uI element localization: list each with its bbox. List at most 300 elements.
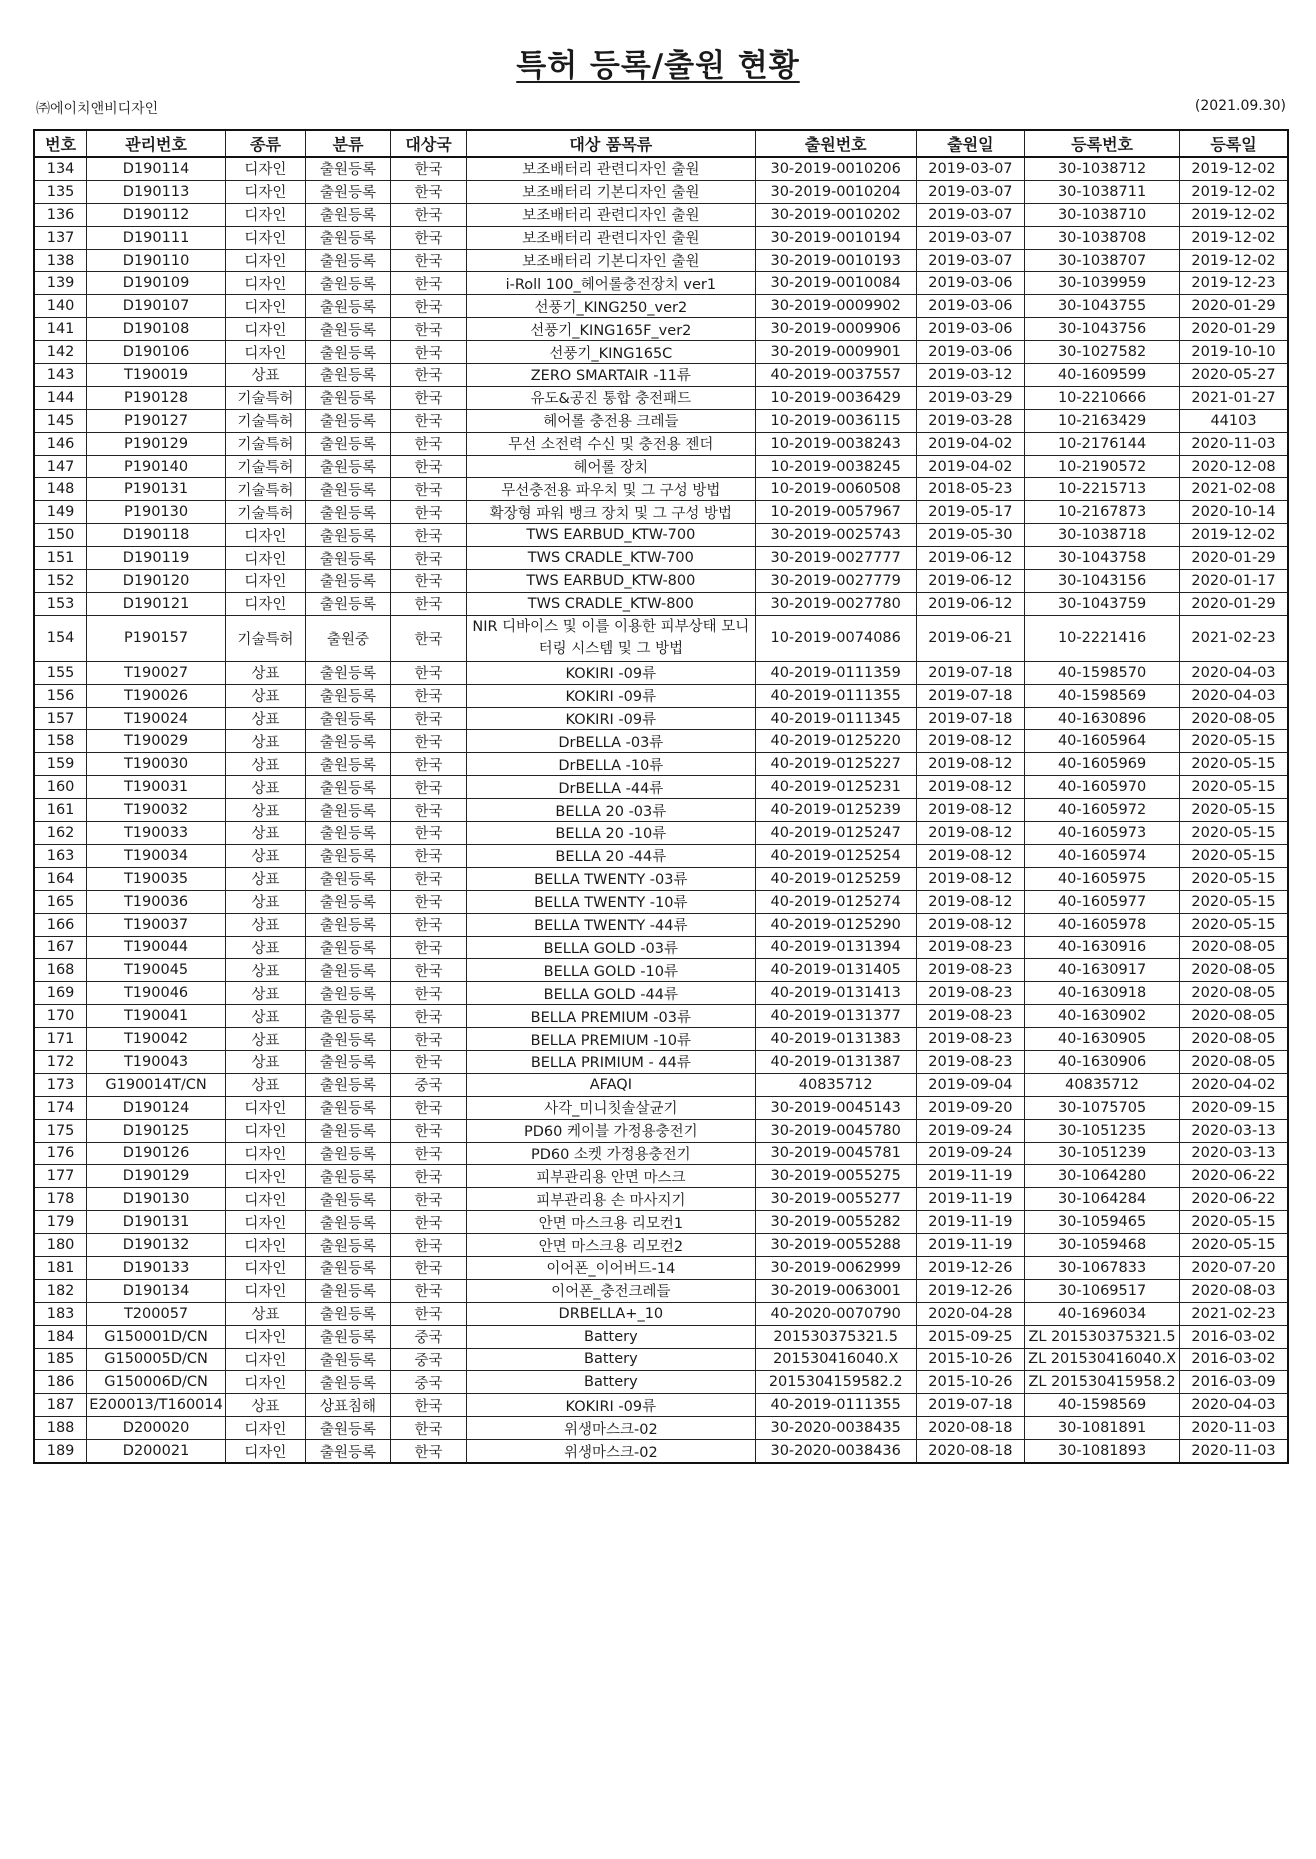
table-cell: 2019-11-19 bbox=[916, 1234, 1024, 1257]
table-cell: DrBELLA -10류 bbox=[467, 753, 756, 776]
table-cell: 2020-04-03 bbox=[1180, 684, 1288, 707]
table-cell: 40-1696034 bbox=[1025, 1302, 1180, 1325]
table-cell: 30-2019-0045143 bbox=[755, 1096, 916, 1119]
table-cell: D190133 bbox=[87, 1256, 226, 1279]
table-row bbox=[34, 318, 1288, 341]
table-row bbox=[34, 661, 1288, 684]
table-cell: 146 bbox=[34, 432, 87, 455]
table-cell: 180 bbox=[34, 1234, 87, 1257]
table-cell: 2019-05-17 bbox=[916, 501, 1024, 524]
table-cell: 2020-08-05 bbox=[1180, 959, 1288, 982]
table-cell: 2019-10-10 bbox=[1180, 341, 1288, 364]
table-cell: 30-2019-0010084 bbox=[755, 272, 916, 295]
table-cell: 2021-02-23 bbox=[1180, 1302, 1288, 1325]
table-cell: 30-1043756 bbox=[1025, 318, 1180, 341]
table-cell: 156 bbox=[34, 684, 87, 707]
table-cell: 한국 bbox=[391, 203, 467, 226]
table-row bbox=[34, 844, 1288, 867]
table-cell: 유도&공진 통합 충전패드 bbox=[467, 386, 756, 409]
table-cell: 10-2019-0074086 bbox=[755, 615, 916, 661]
column-header: 출원일 bbox=[916, 130, 1024, 157]
table-cell: 2016-03-02 bbox=[1180, 1348, 1288, 1371]
table-cell: 40-1598570 bbox=[1025, 661, 1180, 684]
table-cell: 2020-03-13 bbox=[1180, 1119, 1288, 1142]
table-cell: 2020-01-29 bbox=[1180, 295, 1288, 318]
table-cell: 40-2020-0070790 bbox=[755, 1302, 916, 1325]
table-cell: 30-1069517 bbox=[1025, 1279, 1180, 1302]
table-cell: 201530375321.5 bbox=[755, 1325, 916, 1348]
table-cell: 148 bbox=[34, 478, 87, 501]
table-cell: P190131 bbox=[87, 478, 226, 501]
table-row bbox=[34, 776, 1288, 799]
table-cell: 30-2019-0055277 bbox=[755, 1188, 916, 1211]
table-cell: D190109 bbox=[87, 272, 226, 295]
table-cell: 디자인 bbox=[225, 1188, 305, 1211]
table-cell: 30-2019-0063001 bbox=[755, 1279, 916, 1302]
table-cell: 상표 bbox=[225, 1073, 305, 1096]
table-cell: P190130 bbox=[87, 501, 226, 524]
table-cell: i-Roll 100_헤어롤충전장치 ver1 bbox=[467, 272, 756, 295]
table-cell: 상표 bbox=[225, 844, 305, 867]
table-cell: 141 bbox=[34, 318, 87, 341]
table-cell: 2020-05-15 bbox=[1180, 844, 1288, 867]
table-cell: G150005D/CN bbox=[87, 1348, 226, 1371]
table-cell: 한국 bbox=[391, 1028, 467, 1051]
table-cell: T190029 bbox=[87, 730, 226, 753]
table-cell: 2020-05-15 bbox=[1180, 822, 1288, 845]
table-cell: 한국 bbox=[391, 684, 467, 707]
table-cell: 2020-05-27 bbox=[1180, 364, 1288, 387]
table-cell: 상표 bbox=[225, 867, 305, 890]
document-title: 특허 등록/출원 현황 bbox=[516, 48, 800, 84]
table-cell: 상표 bbox=[225, 822, 305, 845]
table-cell: 2019-11-19 bbox=[916, 1188, 1024, 1211]
table-cell: 출원등록 bbox=[305, 592, 390, 615]
table-cell: 디자인 bbox=[225, 1256, 305, 1279]
table-cell: 안면 마스크용 리모컨2 bbox=[467, 1234, 756, 1257]
table-row bbox=[34, 1028, 1288, 1051]
table-cell: 174 bbox=[34, 1096, 87, 1119]
table-cell: 출원등록 bbox=[305, 1256, 390, 1279]
table-cell: 10-2019-0060508 bbox=[755, 478, 916, 501]
table-cell: 한국 bbox=[391, 570, 467, 593]
table-row bbox=[34, 707, 1288, 730]
table-cell: 2019-03-07 bbox=[916, 249, 1024, 272]
table-row bbox=[34, 364, 1288, 387]
table-cell: 40-1605978 bbox=[1025, 913, 1180, 936]
table-cell: 176 bbox=[34, 1142, 87, 1165]
table-cell: 출원등록 bbox=[305, 547, 390, 570]
table-cell: 출원등록 bbox=[305, 1440, 390, 1463]
table-cell: 출원등록 bbox=[305, 524, 390, 547]
table-cell: 2019-06-21 bbox=[916, 615, 1024, 661]
table-cell: 30-2019-0062999 bbox=[755, 1256, 916, 1279]
table-cell: 30-1038707 bbox=[1025, 249, 1180, 272]
table-cell: 디자인 bbox=[225, 295, 305, 318]
table-row bbox=[34, 982, 1288, 1005]
table-row bbox=[34, 890, 1288, 913]
table-cell: 2020-03-13 bbox=[1180, 1142, 1288, 1165]
table-cell: 136 bbox=[34, 203, 87, 226]
table-body bbox=[34, 157, 1288, 1463]
table-cell: 40-2019-0111355 bbox=[755, 1394, 916, 1417]
table-cell: D190112 bbox=[87, 203, 226, 226]
table-cell: 40-2019-0131405 bbox=[755, 959, 916, 982]
table-row bbox=[34, 478, 1288, 501]
table-cell: 2019-08-23 bbox=[916, 1050, 1024, 1073]
table-cell: 한국 bbox=[391, 272, 467, 295]
table-row bbox=[34, 1188, 1288, 1211]
table-cell: 2021-02-08 bbox=[1180, 478, 1288, 501]
table-cell: KOKIRI -09류 bbox=[467, 707, 756, 730]
table-cell: 138 bbox=[34, 249, 87, 272]
column-header: 대상 품목류 bbox=[467, 130, 756, 157]
table-cell: T190041 bbox=[87, 1005, 226, 1028]
table-cell: 선풍기_KING250_ver2 bbox=[467, 295, 756, 318]
table-row bbox=[34, 501, 1288, 524]
table-cell: BELLA TWENTY -10류 bbox=[467, 890, 756, 913]
table-cell: 기술특허 bbox=[225, 409, 305, 432]
table-cell: 출원등록 bbox=[305, 890, 390, 913]
table-cell: 40-2019-0111355 bbox=[755, 684, 916, 707]
table-row bbox=[34, 753, 1288, 776]
table-cell: D190114 bbox=[87, 157, 226, 180]
table-cell: 2019-08-23 bbox=[916, 1028, 1024, 1051]
table-cell: 40-1630902 bbox=[1025, 1005, 1180, 1028]
table-cell: 확장형 파워 뱅크 장치 및 그 구성 방법 bbox=[467, 501, 756, 524]
table-cell: 출원등록 bbox=[305, 1188, 390, 1211]
table-cell: 출원등록 bbox=[305, 1279, 390, 1302]
table-cell: 160 bbox=[34, 776, 87, 799]
table-cell: 2020-05-15 bbox=[1180, 799, 1288, 822]
table-cell: ZL 201530375321.5 bbox=[1025, 1325, 1180, 1348]
column-header: 대상국 bbox=[391, 130, 467, 157]
table-cell: 40-2019-0125254 bbox=[755, 844, 916, 867]
table-cell: 기술특허 bbox=[225, 432, 305, 455]
table-cell: 디자인 bbox=[225, 1371, 305, 1394]
table-cell: D190129 bbox=[87, 1165, 226, 1188]
table-cell: 상표 bbox=[225, 1050, 305, 1073]
table-cell: 169 bbox=[34, 982, 87, 1005]
table-cell: 2019-08-12 bbox=[916, 776, 1024, 799]
table-cell: 피부관리용 안면 마스크 bbox=[467, 1165, 756, 1188]
table-cell: 30-1064284 bbox=[1025, 1188, 1180, 1211]
table-cell: 출원등록 bbox=[305, 822, 390, 845]
table-cell: 137 bbox=[34, 226, 87, 249]
table-cell: 30-2020-0038436 bbox=[755, 1440, 916, 1463]
table-cell: 40-2019-0125274 bbox=[755, 890, 916, 913]
table-cell: 168 bbox=[34, 959, 87, 982]
table-cell: 178 bbox=[34, 1188, 87, 1211]
table-cell: 30-2019-0055282 bbox=[755, 1211, 916, 1234]
table-cell: 디자인 bbox=[225, 1325, 305, 1348]
table-cell: 한국 bbox=[391, 822, 467, 845]
table-cell: 155 bbox=[34, 661, 87, 684]
table-cell: 2020-08-05 bbox=[1180, 982, 1288, 1005]
table-row bbox=[34, 615, 1288, 661]
table-cell: 2019-06-12 bbox=[916, 592, 1024, 615]
table-cell: 2020-08-03 bbox=[1180, 1279, 1288, 1302]
table-cell: BELLA 20 -44류 bbox=[467, 844, 756, 867]
table-row bbox=[34, 547, 1288, 570]
table-cell: 한국 bbox=[391, 1417, 467, 1440]
table-cell: 2019-03-06 bbox=[916, 295, 1024, 318]
table-cell: 147 bbox=[34, 455, 87, 478]
table-cell: 2020-08-05 bbox=[1180, 1050, 1288, 1073]
table-cell: DRBELLA+_10 bbox=[467, 1302, 756, 1325]
table-cell: 2019-08-12 bbox=[916, 753, 1024, 776]
table-cell: 30-2019-0009906 bbox=[755, 318, 916, 341]
table-cell: 2019-09-24 bbox=[916, 1119, 1024, 1142]
table-cell: 2019-08-23 bbox=[916, 959, 1024, 982]
table-cell: 2020-10-14 bbox=[1180, 501, 1288, 524]
table-cell: T190030 bbox=[87, 753, 226, 776]
table-row bbox=[34, 730, 1288, 753]
table-cell: 30-1081893 bbox=[1025, 1440, 1180, 1463]
table-cell: 40-1630916 bbox=[1025, 936, 1180, 959]
table-cell: 디자인 bbox=[225, 203, 305, 226]
table-cell: 한국 bbox=[391, 890, 467, 913]
table-cell: 상표 bbox=[225, 661, 305, 684]
table-cell: 30-2019-0027780 bbox=[755, 592, 916, 615]
table-cell: BELLA PRIMIUM - 44류 bbox=[467, 1050, 756, 1073]
table-cell: 2019-12-23 bbox=[1180, 272, 1288, 295]
table-row bbox=[34, 1165, 1288, 1188]
table-cell: T200057 bbox=[87, 1302, 226, 1325]
table-cell: 한국 bbox=[391, 295, 467, 318]
table-cell: 30-2019-0009901 bbox=[755, 341, 916, 364]
table-cell: 184 bbox=[34, 1325, 87, 1348]
table-cell: 출원등록 bbox=[305, 1325, 390, 1348]
table-cell: 2018-05-23 bbox=[916, 478, 1024, 501]
table-header-row bbox=[34, 130, 1288, 157]
table-cell: 출원등록 bbox=[305, 1211, 390, 1234]
table-cell: D190111 bbox=[87, 226, 226, 249]
table-cell: 40-1605975 bbox=[1025, 867, 1180, 890]
table-cell: 보조배터리 관련디자인 출원 bbox=[467, 226, 756, 249]
table-cell: 출원등록 bbox=[305, 1028, 390, 1051]
table-cell: 한국 bbox=[391, 615, 467, 661]
table-cell: 한국 bbox=[391, 1142, 467, 1165]
table-cell: 상표 bbox=[225, 913, 305, 936]
table-cell: 출원등록 bbox=[305, 1050, 390, 1073]
table-cell: 2019-07-18 bbox=[916, 661, 1024, 684]
table-cell: 한국 bbox=[391, 1279, 467, 1302]
table-cell: 상표 bbox=[225, 890, 305, 913]
table-cell: 181 bbox=[34, 1256, 87, 1279]
table-cell: T190034 bbox=[87, 844, 226, 867]
table-cell: NIR 디바이스 및 이를 이용한 피부상태 모니터링 시스템 및 그 방법 bbox=[467, 615, 756, 661]
table-row bbox=[34, 157, 1288, 180]
table-cell: 10-2210666 bbox=[1025, 386, 1180, 409]
table-cell: D190107 bbox=[87, 295, 226, 318]
table-cell: 10-2190572 bbox=[1025, 455, 1180, 478]
table-cell: 무선 소전력 수신 및 충전용 젠더 bbox=[467, 432, 756, 455]
table-cell: 40-2019-0037557 bbox=[755, 364, 916, 387]
table-cell: 한국 bbox=[391, 364, 467, 387]
table-cell: 2019-04-02 bbox=[916, 455, 1024, 478]
table-cell: 40-1605964 bbox=[1025, 730, 1180, 753]
table-row bbox=[34, 1142, 1288, 1165]
table-cell: 2020-04-03 bbox=[1180, 1394, 1288, 1417]
table-cell: KOKIRI -09류 bbox=[467, 661, 756, 684]
table-cell: 출원등록 bbox=[305, 157, 390, 180]
table-cell: 한국 bbox=[391, 959, 467, 982]
table-row bbox=[34, 959, 1288, 982]
table-cell: 한국 bbox=[391, 592, 467, 615]
table-cell: BELLA GOLD -10류 bbox=[467, 959, 756, 982]
table-cell: 한국 bbox=[391, 341, 467, 364]
table-cell: 30-1059468 bbox=[1025, 1234, 1180, 1257]
table-cell: 2021-02-23 bbox=[1180, 615, 1288, 661]
table-cell: 2020-06-22 bbox=[1180, 1188, 1288, 1211]
table-cell: 163 bbox=[34, 844, 87, 867]
table-cell: 2020-05-15 bbox=[1180, 913, 1288, 936]
table-cell: 한국 bbox=[391, 1050, 467, 1073]
table-cell: 10-2019-0038243 bbox=[755, 432, 916, 455]
table-cell: 출원등록 bbox=[305, 753, 390, 776]
table-cell: 디자인 bbox=[225, 272, 305, 295]
table-cell: D190118 bbox=[87, 524, 226, 547]
table-cell: TWS CRADLE_KTW-700 bbox=[467, 547, 756, 570]
table-cell: 2019-03-07 bbox=[916, 226, 1024, 249]
table-cell: 2019-08-23 bbox=[916, 936, 1024, 959]
table-cell: 40-1598569 bbox=[1025, 684, 1180, 707]
table-cell: 상표 bbox=[225, 753, 305, 776]
table-cell: D190124 bbox=[87, 1096, 226, 1119]
table-row bbox=[34, 341, 1288, 364]
table-cell: 2020-04-02 bbox=[1180, 1073, 1288, 1096]
table-cell: 선풍기_KING165C bbox=[467, 341, 756, 364]
column-header: 관리번호 bbox=[87, 130, 226, 157]
table-cell: 상표 bbox=[225, 776, 305, 799]
table-cell: 166 bbox=[34, 913, 87, 936]
table-cell: 2020-07-20 bbox=[1180, 1256, 1288, 1279]
table-cell: 출원등록 bbox=[305, 386, 390, 409]
column-header: 등록번호 bbox=[1025, 130, 1180, 157]
table-cell: 출원등록 bbox=[305, 936, 390, 959]
table-cell: 출원등록 bbox=[305, 730, 390, 753]
table-cell: 10-2019-0036115 bbox=[755, 409, 916, 432]
table-cell: 30-1064280 bbox=[1025, 1165, 1180, 1188]
table-cell: 2019-08-12 bbox=[916, 799, 1024, 822]
table-row bbox=[34, 570, 1288, 593]
table-cell: 140 bbox=[34, 295, 87, 318]
table-cell: ZERO SMARTAIR -11류 bbox=[467, 364, 756, 387]
table-cell: 한국 bbox=[391, 1211, 467, 1234]
table-cell: 상표침해 bbox=[305, 1394, 390, 1417]
table-cell: 상표 bbox=[225, 799, 305, 822]
table-cell: 출원등록 bbox=[305, 570, 390, 593]
table-cell: 출원등록 bbox=[305, 455, 390, 478]
table-cell: 출원등록 bbox=[305, 1073, 390, 1096]
table-cell: 173 bbox=[34, 1073, 87, 1096]
table-cell: 한국 bbox=[391, 707, 467, 730]
table-cell: 보조배터리 관련디자인 출원 bbox=[467, 157, 756, 180]
table-cell: 한국 bbox=[391, 1302, 467, 1325]
table-cell: 2019-06-12 bbox=[916, 570, 1024, 593]
table-cell: BELLA GOLD -03류 bbox=[467, 936, 756, 959]
table-cell: 한국 bbox=[391, 409, 467, 432]
table-cell: 40-1609599 bbox=[1025, 364, 1180, 387]
table-cell: T190046 bbox=[87, 982, 226, 1005]
table-row bbox=[34, 409, 1288, 432]
table-cell: 2020-08-05 bbox=[1180, 1028, 1288, 1051]
table-cell: 한국 bbox=[391, 799, 467, 822]
table-cell: 30-2019-0045780 bbox=[755, 1119, 916, 1142]
table-cell: 2020-05-15 bbox=[1180, 890, 1288, 913]
table-cell: 2020-01-29 bbox=[1180, 318, 1288, 341]
table-cell: E200013/T160014 bbox=[87, 1394, 226, 1417]
table-cell: 한국 bbox=[391, 478, 467, 501]
report-date: (2021.09.30) bbox=[1194, 98, 1286, 114]
table-cell: 디자인 bbox=[225, 249, 305, 272]
table-cell: 출원등록 bbox=[305, 799, 390, 822]
table-cell: 40-2019-0125259 bbox=[755, 867, 916, 890]
table-cell: 30-2019-0009902 bbox=[755, 295, 916, 318]
table-cell: 30-2019-0045781 bbox=[755, 1142, 916, 1165]
table-cell: 출원등록 bbox=[305, 982, 390, 1005]
table-cell: 디자인 bbox=[225, 1211, 305, 1234]
table-cell: 출원등록 bbox=[305, 913, 390, 936]
table-cell: 44103 bbox=[1180, 409, 1288, 432]
table-row bbox=[34, 432, 1288, 455]
table-cell: 10-2019-0057967 bbox=[755, 501, 916, 524]
table-cell: 출원등록 bbox=[305, 959, 390, 982]
table-cell: 40-1605974 bbox=[1025, 844, 1180, 867]
table-cell: 2015304159582.2 bbox=[755, 1371, 916, 1394]
table-cell: 2019-08-12 bbox=[916, 730, 1024, 753]
table-cell: 2020-04-28 bbox=[916, 1302, 1024, 1325]
table-cell: T190031 bbox=[87, 776, 226, 799]
table-cell: 2019-03-07 bbox=[916, 203, 1024, 226]
table-cell: T190019 bbox=[87, 364, 226, 387]
table-cell: 2020-05-15 bbox=[1180, 1234, 1288, 1257]
table-cell: 출원등록 bbox=[305, 295, 390, 318]
table-cell: 출원등록 bbox=[305, 432, 390, 455]
table-row bbox=[34, 249, 1288, 272]
table-cell: 177 bbox=[34, 1165, 87, 1188]
table-cell: 2019-12-02 bbox=[1180, 226, 1288, 249]
table-cell: 디자인 bbox=[225, 547, 305, 570]
table-cell: 167 bbox=[34, 936, 87, 959]
table-cell: 2015-10-26 bbox=[916, 1348, 1024, 1371]
table-cell: 2020-01-17 bbox=[1180, 570, 1288, 593]
table-cell: 40-1605972 bbox=[1025, 799, 1180, 822]
table-cell: 2020-05-15 bbox=[1180, 753, 1288, 776]
table-cell: 2019-06-12 bbox=[916, 547, 1024, 570]
table-cell: 출원등록 bbox=[305, 272, 390, 295]
table-cell: 40-2019-0125290 bbox=[755, 913, 916, 936]
table-cell: 디자인 bbox=[225, 318, 305, 341]
table-cell: 30-1043156 bbox=[1025, 570, 1180, 593]
table-cell: 30-1051239 bbox=[1025, 1142, 1180, 1165]
table-row bbox=[34, 1440, 1288, 1463]
table-cell: 30-2019-0010202 bbox=[755, 203, 916, 226]
table-cell: 2019-03-06 bbox=[916, 341, 1024, 364]
table-cell: T190044 bbox=[87, 936, 226, 959]
table-cell: BELLA 20 -10류 bbox=[467, 822, 756, 845]
table-cell: 10-2221416 bbox=[1025, 615, 1180, 661]
company-name: ㈜에이치앤비디자인 bbox=[36, 101, 159, 117]
table-cell: 40-2019-0111345 bbox=[755, 707, 916, 730]
table-cell: 201530416040.X bbox=[755, 1348, 916, 1371]
table-cell: 보조배터리 기본디자인 출원 bbox=[467, 249, 756, 272]
table-cell: 한국 bbox=[391, 913, 467, 936]
table-cell: 40-2019-0125220 bbox=[755, 730, 916, 753]
table-cell: 40-2019-0125239 bbox=[755, 799, 916, 822]
table-cell: 2020-11-03 bbox=[1180, 432, 1288, 455]
